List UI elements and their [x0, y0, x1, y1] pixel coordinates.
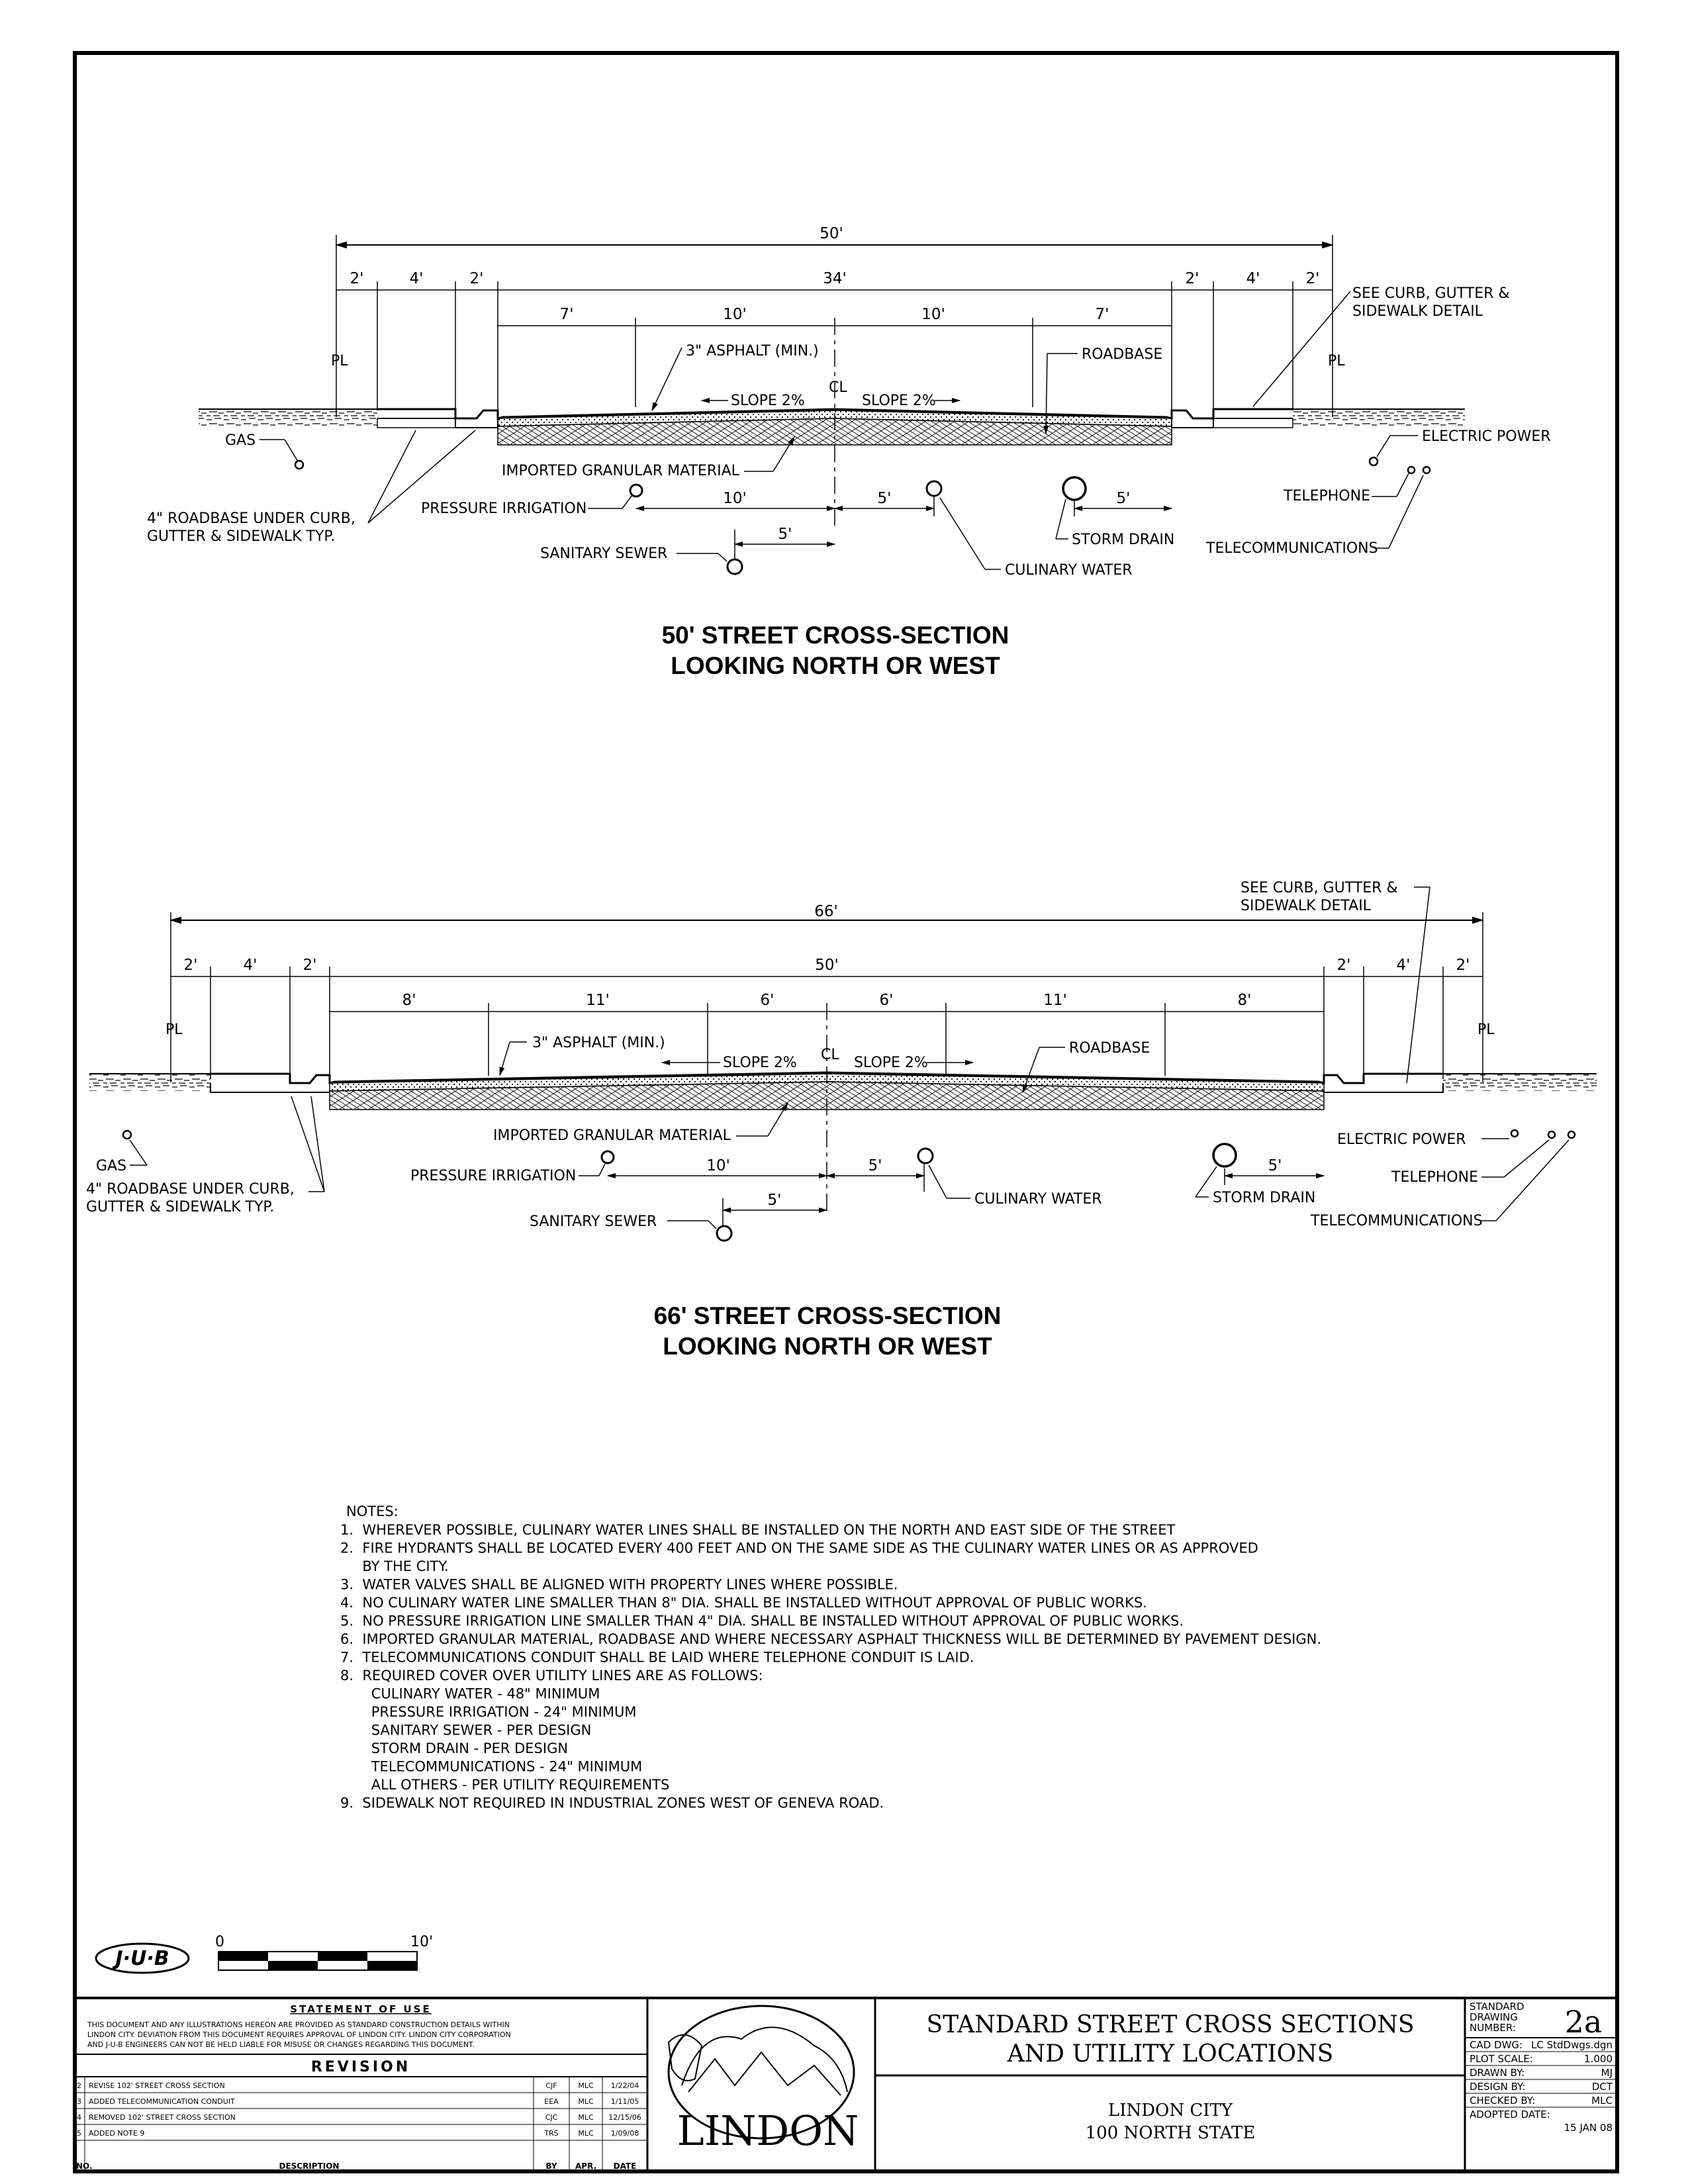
note-line: 4. NO CULINARY WATER LINE SMALLER THAN 8" DIA. SHALL BE INSTALLED WITHOUT APPROVAL OF PUBLIC WORKS. [340, 1595, 1147, 1611]
cw-offset-dim: 5' [877, 490, 892, 507]
scale-end: 10' [410, 1934, 434, 1950]
telecom-label-66: TELECOMMUNICATIONS [1311, 1213, 1483, 1229]
pressure-irrigation-pipe-66 [602, 1151, 614, 1163]
ss-offset-dim-66: 5' [767, 1192, 782, 1209]
pi-label-66: PRESSURE IRRIGATION [410, 1168, 577, 1184]
overall-width-label: 50' [820, 225, 843, 242]
lane4-dim-66: 6' [879, 992, 894, 1009]
drawn-label: DRAWN BY: [1470, 2067, 1525, 2079]
lindon-logo [669, 2006, 859, 2155]
right-curb-dim: 2' [1185, 270, 1199, 287]
roadbase-curb-label-66: 4" ROADBASE UNDER CURB, [86, 1181, 295, 1198]
lane3-dim-66: 6' [760, 992, 774, 1009]
jub-logo: J·U·B [115, 1947, 169, 1970]
sewer-label-66: SANITARY SEWER [530, 1213, 657, 1230]
title-block [75, 1998, 1617, 2171]
note-line: STORM DRAIN - PER DESIGN [340, 1740, 569, 1756]
revision-table [75, 2081, 647, 2140]
pressure-irrigation-pipe [630, 485, 642, 497]
telephone-label: TELEPHONE [1284, 488, 1370, 504]
ss-offset-dim: 5' [778, 526, 792, 543]
telecom-conduit [1423, 467, 1430, 473]
granular-label-66: IMPORTED GRANULAR MATERIAL [493, 1127, 731, 1144]
pl-left: PL [331, 353, 348, 369]
curb-detail-note-66: SEE CURB, GUTTER & [1241, 880, 1398, 896]
cw-offset-dim-66: 5' [868, 1157, 882, 1174]
electric-conduit-66 [1511, 1130, 1518, 1137]
note-line: PRESSURE IRRIGATION - 24" MINIMUM [340, 1704, 637, 1720]
sanitary-sewer-pipe [727, 559, 742, 574]
note-line: CULINARY WATER - 48" MINIMUM [340, 1685, 600, 1702]
electric-conduit [1370, 457, 1378, 465]
col-no: NO. [76, 2161, 93, 2171]
road-profile [377, 409, 1293, 445]
roadbase-curb-label: 4" ROADBASE UNDER CURB, [147, 510, 355, 527]
revision-date: 12/15/06 [608, 2113, 641, 2122]
note-line: 1. WHEREVER POSSIBLE, CULINARY WATER LINES SHALL BE INSTALLED ON THE NORTH AND EAST SIDE OF THE STREET [340, 1522, 1176, 1538]
plot-label: PLOT SCALE: [1470, 2053, 1533, 2065]
left-sidewalk-dim-66: 4' [243, 957, 258, 974]
storm-drain-pipe-66 [1213, 1144, 1236, 1166]
revision-apr: MLC [578, 2113, 594, 2122]
storm-label-66: STORM DRAIN [1213, 1190, 1316, 1206]
note-line: 5. NO PRESSURE IRRIGATION LINE SMALLER THAN 4" DIA. SHALL BE INSTALLED WITHOUT APPROVAL OF PUBLIC WORKS. [340, 1613, 1184, 1629]
revision-desc: ADDED TELECOMMUNICATION CONDUIT [89, 2097, 235, 2106]
slope-left-label: SLOPE 2% [731, 393, 805, 409]
lane2-dim-66: 11' [586, 992, 610, 1009]
std-label-1: STANDARD [1470, 2001, 1524, 2013]
revision-apr: MLC [578, 2097, 594, 2106]
slope-right-label-66: SLOPE 2% [854, 1055, 928, 1071]
revision-desc: ADDED NOTE 9 [89, 2129, 145, 2138]
cad-label: CAD DWG: [1470, 2039, 1523, 2051]
granular-label: IMPORTED GRANULAR MATERIAL [502, 463, 739, 479]
checked-label: CHECKED BY: [1470, 2095, 1536, 2107]
drawing-title-2: AND UTILITY LOCATIONS [1007, 2040, 1334, 2067]
revision-apr: MLC [578, 2081, 594, 2090]
pl-right: PL [1328, 353, 1345, 369]
statement-line-3: AND J-U-B ENGINEERS CAN NOT BE HELD LIABLE FOR MISUSE OR CHANGES REGARDING THIS DOCUMENT. [87, 2040, 475, 2049]
water-label: CULINARY WATER [1005, 562, 1133, 579]
revision-desc: REMOVED 102' STREET CROSS SECTION [89, 2113, 236, 2122]
curb-detail-note-2: SIDEWALK DETAIL [1352, 303, 1483, 320]
right-parkstrip-dim-66: 2' [1456, 957, 1470, 974]
statement-heading: STATEMENT OF USE [290, 2003, 432, 2015]
overall-width-label-66: 66' [814, 903, 838, 920]
note-line: BY THE CITY. [340, 1558, 449, 1574]
section-66-street [86, 880, 1597, 1360]
storm-drain-pipe [1063, 477, 1086, 500]
water-label-66: CULINARY WATER [974, 1191, 1102, 1208]
city-name: LINDON CITY [1107, 2101, 1233, 2120]
revision-by: TRS [544, 2129, 559, 2138]
drawn-value: MJ [1601, 2067, 1613, 2079]
right-sidewalk-dim: 4' [1246, 270, 1260, 287]
notes-block [340, 1503, 1321, 1811]
gas-pipe-66 [123, 1131, 131, 1139]
telecom-label: TELECOMMUNICATIONS [1206, 540, 1378, 557]
road-width-dim-66: 50' [815, 957, 839, 974]
asphalt-label: 3" ASPHALT (MIN.) [686, 343, 819, 359]
lane1-dim: 7' [559, 306, 574, 323]
culinary-water-pipe [927, 481, 941, 496]
revision-heading: REVISION [310, 2059, 411, 2075]
gas-label-66: GAS [96, 1158, 127, 1174]
std-drawing-number: 2a [1564, 2004, 1603, 2040]
culinary-water-pipe-66 [918, 1149, 933, 1163]
left-parkstrip-dim: 2' [350, 270, 364, 287]
col-desc: DESCRIPTION [279, 2161, 340, 2171]
left-curb-dim: 2' [469, 270, 484, 287]
pl-left-66: PL [165, 1021, 183, 1038]
lane2-dim: 10' [723, 306, 747, 323]
lindon-logo-text: LINDON [677, 2107, 859, 2155]
right-parkstrip-dim: 2' [1305, 270, 1320, 287]
road-profile-66 [211, 1072, 1443, 1110]
storm-label: STORM DRAIN [1072, 532, 1175, 548]
centerline-66: CL [821, 1047, 839, 1063]
note-line: TELECOMMUNICATIONS - 24" MINIMUM [340, 1758, 643, 1775]
pl-right-66: PL [1477, 1021, 1495, 1038]
note-line: 3. WATER VALVES SHALL BE ALIGNED WITH PROPERTY LINES WHERE POSSIBLE. [340, 1576, 898, 1593]
section-50-street [147, 225, 1551, 679]
lane6-dim-66: 8' [1237, 992, 1252, 1009]
section-50-title: 50' STREET CROSS-SECTION [661, 622, 1009, 649]
curb-detail-note-66-2: SIDEWALK DETAIL [1241, 898, 1371, 914]
info-block [1465, 2001, 1617, 2134]
telephone-conduit [1408, 467, 1415, 473]
revision-no: 2 [77, 2081, 81, 2090]
electric-label: ELECTRIC POWER [1422, 428, 1551, 445]
sewer-label: SANITARY SEWER [540, 546, 668, 562]
section-66-title: 66' STREET CROSS-SECTION [653, 1302, 1002, 1329]
revision-by: CJC [545, 2113, 558, 2122]
gas-pipe [295, 461, 303, 469]
centerline: CL [829, 379, 847, 396]
slope-left-label-66: SLOPE 2% [723, 1055, 797, 1071]
sheet-border [75, 53, 1617, 2171]
revision-desc: REVISE 102' STREET CROSS SECTION [89, 2081, 225, 2090]
note-line: 2. FIRE HYDRANTS SHALL BE LOCATED EVERY 400 FEET AND ON THE SAME SIDE AS THE CULINARY WATER LINES OR AS APPROVED [340, 1540, 1258, 1556]
pi-label: PRESSURE IRRIGATION [421, 500, 587, 517]
revision-apr: MLC [578, 2129, 594, 2138]
note-line: ALL OTHERS - PER UTILITY REQUIREMENTS [340, 1777, 670, 1793]
checked-value: MLC [1591, 2095, 1613, 2107]
revision-date: 1/22/04 [610, 2081, 639, 2090]
revision-date: 1/09/08 [610, 2129, 639, 2138]
revision-by: EEA [544, 2097, 559, 2106]
sanitary-sewer-pipe-66 [717, 1226, 731, 1241]
left-sidewalk-dim: 4' [409, 270, 424, 287]
section-66-subtitle: LOOKING NORTH OR WEST [663, 1333, 992, 1360]
telephone-label-66: TELEPHONE [1391, 1169, 1478, 1186]
telecom-conduit-66 [1568, 1131, 1575, 1138]
revision-date: 1/11/05 [610, 2097, 639, 2106]
city-address: 100 NORTH STATE [1085, 2123, 1256, 2143]
std-label-2: DRAWING [1470, 2011, 1518, 2023]
left-parkstrip-dim-66: 2' [183, 957, 198, 974]
roadbase-curb-label-2: GUTTER & SIDEWALK TYP. [147, 528, 336, 545]
pi-offset-dim-66: 10' [706, 1157, 730, 1174]
right-curb-dim-66: 2' [1336, 957, 1351, 974]
adopted-label: ADOPTED DATE: [1470, 2109, 1550, 2120]
revision-by: CJF [545, 2081, 557, 2090]
design-value: DCT [1591, 2081, 1613, 2093]
revision-no: 3 [77, 2097, 81, 2106]
cad-value: LC StdDwgs.dgn [1531, 2039, 1613, 2051]
note-line: 6. IMPORTED GRANULAR MATERIAL, ROADBASE AND WHERE NECESSARY ASPHALT THICKNESS WILL BE DETERMINED BY PAVEMENT DESIGN. [340, 1631, 1321, 1647]
note-line: 8. REQUIRED COVER OVER UTILITY LINES ARE AS FOLLOWS: [340, 1668, 763, 1684]
drawing-title-1: STANDARD STREET CROSS SECTIONS [926, 2011, 1415, 2038]
section-50-subtitle: LOOKING NORTH OR WEST [671, 652, 1000, 679]
lane1-dim-66: 8' [402, 992, 416, 1009]
sd-offset-dim: 5' [1116, 490, 1131, 507]
roadbase-curb-label-66-2: GUTTER & SIDEWALK TYP. [86, 1199, 275, 1215]
statement-line-2: LINDON CITY. DEVIATION FROM THIS DOCUMENT REQUIRES APPROVAL OF LINDON CITY. LINDON CITY CORPORATION [87, 2030, 511, 2039]
revision-no: 5 [77, 2129, 81, 2138]
curb-detail-note: SEE CURB, GUTTER & [1352, 285, 1510, 302]
col-date: DATE [613, 2161, 637, 2171]
scale-bar [96, 1934, 433, 1973]
scale-start: 0 [215, 1934, 224, 1950]
adopted-value: 15 JAN 08 [1564, 2122, 1613, 2134]
roadbase-label-66: ROADBASE [1069, 1040, 1150, 1057]
col-apr: APR. [575, 2161, 597, 2171]
lane5-dim-66: 11' [1043, 992, 1067, 1009]
note-line: 7. TELECOMMUNICATIONS CONDUIT SHALL BE LAID WHERE TELEPHONE CONDUIT IS LAID. [340, 1649, 974, 1666]
note-line: SANITARY SEWER - PER DESIGN [340, 1722, 592, 1738]
std-label-3: NUMBER: [1470, 2022, 1516, 2034]
pi-offset-dim: 10' [723, 490, 747, 507]
lane4-dim: 7' [1095, 306, 1109, 323]
notes-heading: NOTES: [346, 1503, 399, 1519]
note-line: 9. SIDEWALK NOT REQUIRED IN INDUSTRIAL ZONES WEST OF GENEVA ROAD. [340, 1795, 884, 1811]
sd-offset-dim-66: 5' [1268, 1157, 1282, 1174]
telephone-conduit-66 [1548, 1131, 1555, 1138]
lane3-dim: 10' [921, 306, 945, 323]
right-sidewalk-dim-66: 4' [1396, 957, 1411, 974]
asphalt-label-66: 3" ASPHALT (MIN.) [532, 1035, 665, 1051]
gas-label: GAS [225, 432, 256, 449]
revision-no: 4 [77, 2113, 81, 2122]
electric-label-66: ELECTRIC POWER [1337, 1131, 1466, 1148]
plot-value: 1.000 [1584, 2053, 1613, 2065]
design-label: DESIGN BY: [1470, 2081, 1526, 2093]
statement-line-1: THIS DOCUMENT AND ANY ILLUSTRATIONS HEREON ARE PROVIDED AS STANDARD CONSTRUCTION DETAILS WITHIN [87, 2020, 510, 2029]
left-curb-dim-66: 2' [303, 957, 317, 974]
road-width-dim: 34' [823, 270, 847, 287]
slope-right-label: SLOPE 2% [862, 393, 936, 409]
col-by: BY [545, 2161, 557, 2171]
roadbase-label: ROADBASE [1082, 346, 1163, 363]
